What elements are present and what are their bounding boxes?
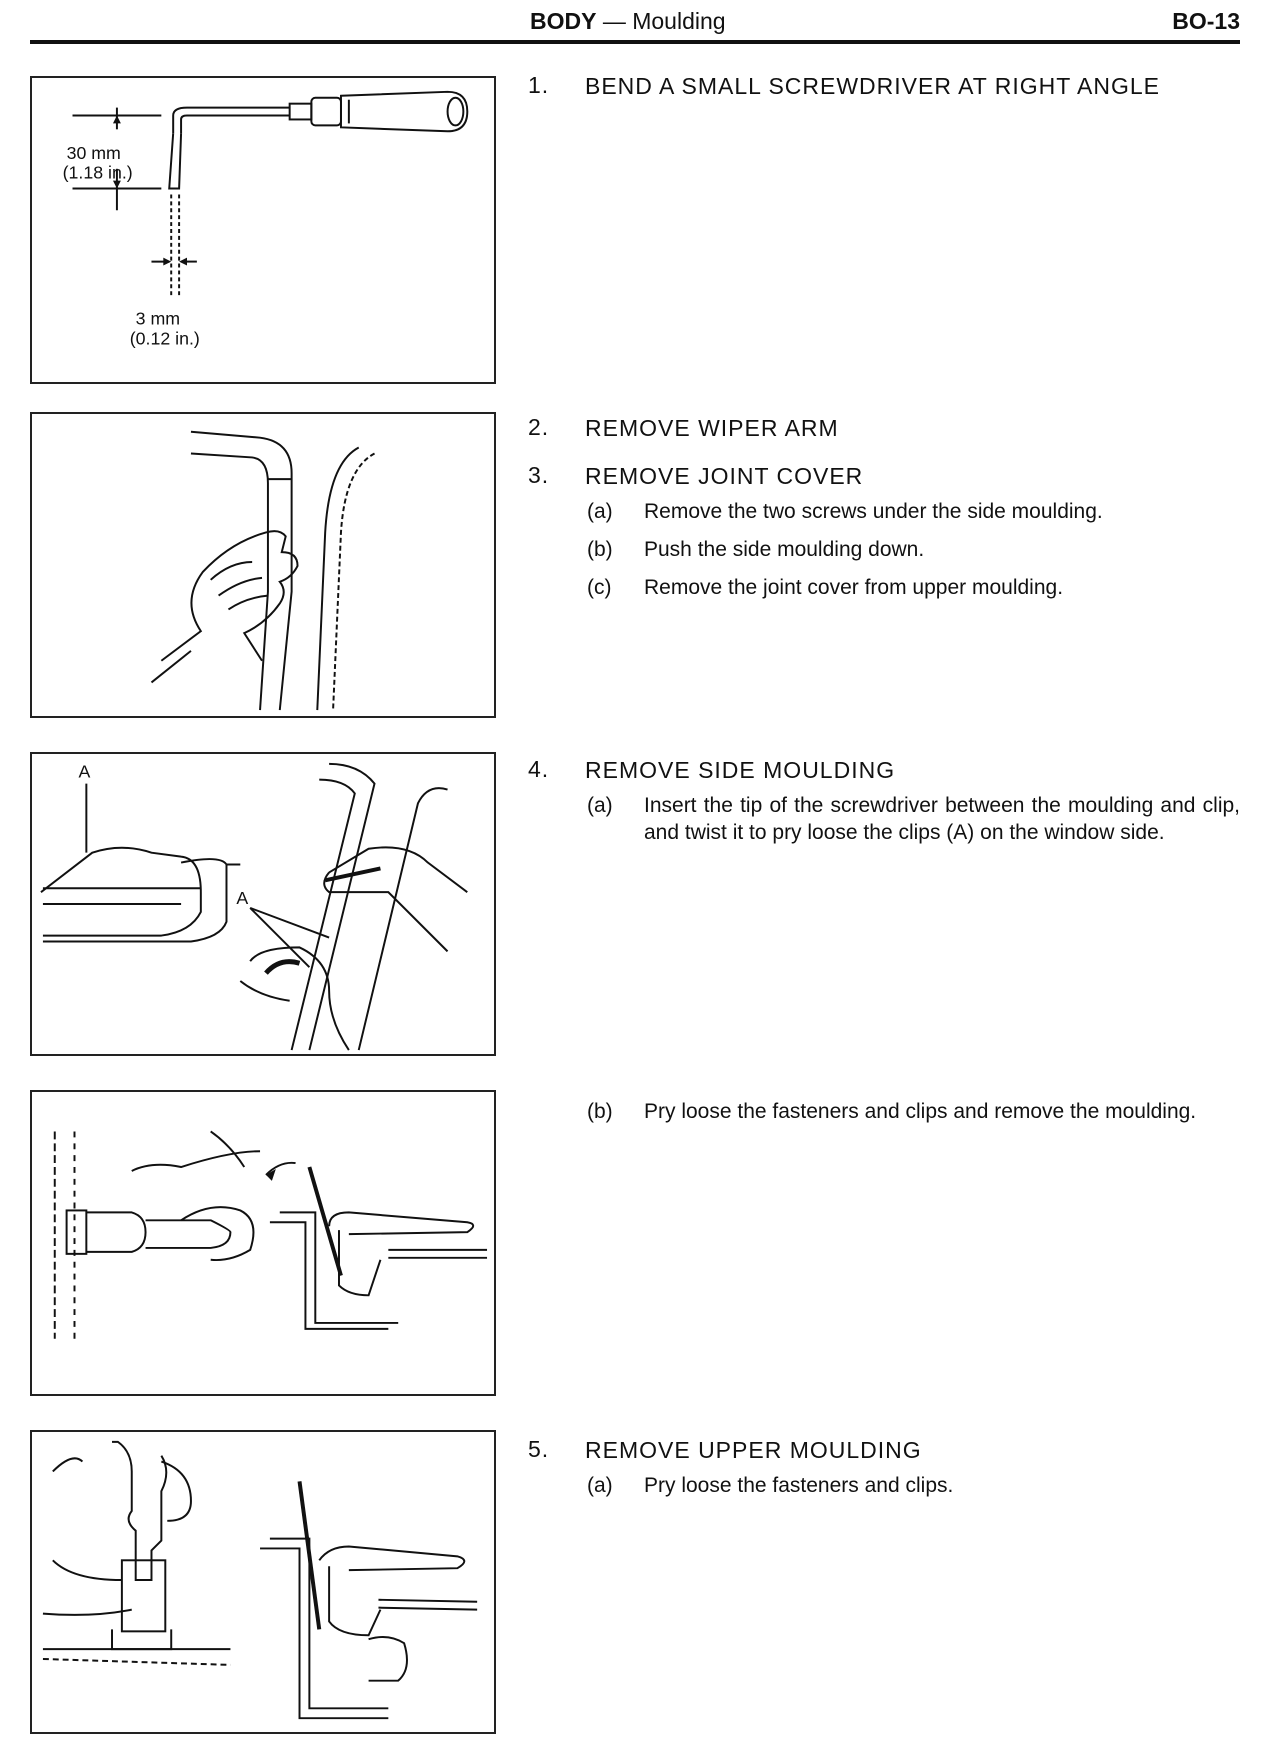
- step-number: 4.: [528, 756, 550, 782]
- label-a-left: A: [78, 761, 91, 782]
- header-title: [530, 8, 726, 35]
- step-number: 5.: [528, 1436, 550, 1462]
- dim-tip-mm: 3 mm: [135, 308, 181, 329]
- substep-text: Insert the tip of the screwdriver between the moulding and clip, and twist it to pry loose the clips (A) on the window side.: [644, 794, 1240, 844]
- step-4-b: [587, 1098, 1240, 1154]
- substep-label: (a): [587, 1474, 613, 1497]
- header-separator: —: [596, 8, 633, 34]
- section-name: BODY: [530, 8, 597, 34]
- figure-bent-screwdriver: [30, 76, 496, 384]
- pry-fasteners-drawing: [32, 1092, 494, 1394]
- figure-joint-cover: [30, 412, 496, 718]
- step-3-c: [587, 574, 1240, 602]
- label-a-right: A: [236, 888, 249, 908]
- substep-label: (a): [587, 794, 613, 817]
- step-number: 1.: [528, 72, 550, 98]
- dim-height-mm: 30 mm: [66, 142, 121, 163]
- step-2: [528, 414, 1240, 444]
- dim-tip-in: (0.12 in.): [129, 328, 200, 349]
- substep-label: (b): [587, 1100, 613, 1123]
- substep-label: (c): [587, 576, 612, 599]
- header-rule: [30, 40, 1240, 44]
- figure-pry-fasteners: [30, 1090, 496, 1396]
- step-heading: REMOVE WIPER ARM: [585, 415, 839, 441]
- step-4-a: [587, 792, 1240, 876]
- step-heading: REMOVE UPPER MOULDING: [585, 1437, 922, 1463]
- step-4: [528, 756, 1240, 786]
- step-number: 2.: [528, 414, 550, 440]
- substep-label: (b): [587, 538, 613, 561]
- step-1: [528, 72, 1240, 132]
- step-5-a: [587, 1472, 1240, 1500]
- step-3-a: [587, 498, 1240, 526]
- figure-side-moulding: [30, 752, 496, 1056]
- joint-cover-drawing: [32, 414, 494, 716]
- side-moulding-drawing: [32, 754, 494, 1054]
- substep-label: (a): [587, 500, 613, 523]
- substep-text: Pry loose the fasteners and clips and remove the moulding.: [644, 1100, 1197, 1123]
- step-3-b: [587, 536, 1240, 564]
- substep-text: Remove the joint cover from upper moulding.: [644, 576, 1064, 599]
- figure-upper-moulding: [30, 1430, 496, 1734]
- step-heading: REMOVE SIDE MOULDING: [585, 757, 896, 783]
- step-heading: BEND A SMALL SCREWDRIVER AT RIGHT ANGLE: [585, 73, 1160, 99]
- substep-text: Pry loose the fasteners and clips.: [644, 1474, 954, 1497]
- subsection-name: Moulding: [632, 8, 726, 34]
- step-heading: REMOVE JOINT COVER: [585, 463, 864, 489]
- step-3: [528, 462, 1240, 492]
- screwdriver-drawing: [32, 78, 494, 382]
- step-number: 3.: [528, 462, 550, 488]
- upper-moulding-drawing: [32, 1432, 494, 1732]
- page-number: BO-13: [1172, 8, 1240, 34]
- dim-height-in: (1.18 in.): [62, 162, 133, 183]
- substep-text: Remove the two screws under the side moulding.: [644, 500, 1103, 523]
- substep-text: Push the side moulding down.: [644, 538, 925, 561]
- step-5: [528, 1436, 1240, 1466]
- page-header: [30, 0, 1240, 44]
